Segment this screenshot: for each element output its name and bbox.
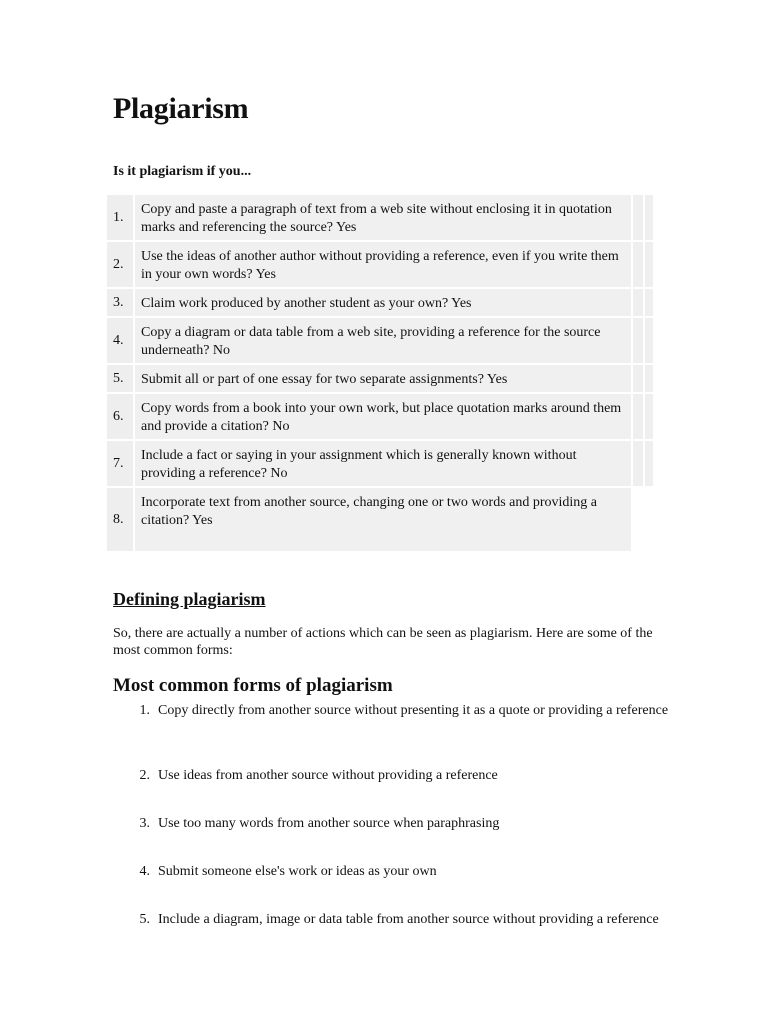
quiz-statement: Copy a diagram or data table from a web site, providing a reference for the source underneath? No: [135, 318, 631, 365]
quiz-number: 5.: [107, 365, 135, 394]
quiz-empty-cell: [643, 394, 653, 441]
quiz-table: [107, 195, 662, 553]
list-item-text: Use too many words from another source when paraphrasing: [158, 816, 500, 831]
quiz-row: [107, 394, 662, 441]
quiz-empty-cell: [631, 365, 643, 394]
quiz-row: [107, 289, 662, 318]
quiz-row: [107, 365, 662, 394]
list-item-text: Use ideas from another source without providing a reference: [158, 768, 498, 783]
quiz-number: 7.: [107, 441, 135, 488]
list-item-number: 2.: [139, 768, 150, 783]
quiz-statement: Incorporate text from another source, changing one or two words and providing a citation? Yes: [135, 488, 631, 553]
list-item-number: 4.: [139, 864, 150, 879]
quiz-statement: Include a fact or saying in your assignment which is generally known without providing a reference? No: [135, 441, 631, 488]
quiz-empty-cell: [641, 488, 649, 553]
list-item: [113, 911, 673, 928]
quiz-row: [107, 318, 662, 365]
quiz-empty-cell: [631, 289, 643, 318]
quiz-empty-cell: [631, 488, 641, 553]
quiz-number: 6.: [107, 394, 135, 441]
quiz-row: [107, 441, 662, 488]
quiz-empty-cell: [643, 365, 653, 394]
quiz-number: 1.: [107, 195, 135, 242]
list-item-text: Include a diagram, image or data table from another source without providing a reference: [158, 912, 659, 927]
quiz-row: [107, 242, 662, 289]
quiz-empty-cell: [631, 441, 643, 488]
quiz-row: [107, 488, 662, 553]
quiz-number: 8.: [107, 488, 135, 553]
quiz-empty-cell: [643, 242, 653, 289]
quiz-empty-cell: [631, 318, 643, 365]
list-item: [113, 767, 673, 784]
quiz-empty-cell: [631, 394, 643, 441]
list-item-number: 3.: [139, 816, 150, 831]
intro-question: Is it plagiarism if you...: [113, 164, 252, 179]
quiz-statement: Use the ideas of another author without providing a reference, even if you write them in your own words? Yes: [135, 242, 631, 289]
quiz-statement: Copy words from a book into your own work, but place quotation marks around them and provide a citation? No: [135, 394, 631, 441]
quiz-empty-cell: [643, 441, 653, 488]
quiz-number: 4.: [107, 318, 135, 365]
list-item-text: Submit someone else's work or ideas as your own: [158, 864, 437, 879]
section-paragraph: So, there are actually a number of actions which can be seen as plagiarism. Here are some of the most common forms:: [113, 626, 653, 658]
quiz-statement: Copy and paste a paragraph of text from a web site without enclosing it in quotation marks and referencing the source? Yes: [135, 195, 631, 242]
quiz-statement: Claim work produced by another student as your own? Yes: [135, 289, 631, 318]
quiz-empty-cell: [631, 195, 643, 242]
quiz-row: [107, 195, 662, 242]
quiz-empty-cell: [643, 195, 653, 242]
list-item-number: 1.: [139, 703, 150, 718]
page-title: Plagiarism: [113, 92, 249, 125]
quiz-empty-cell: [643, 289, 653, 318]
quiz-statement: Submit all or part of one essay for two separate assignments? Yes: [135, 365, 631, 394]
list-item-text: Copy directly from another source without presenting it as a quote or providing a reference: [158, 703, 669, 718]
list-item: [113, 815, 673, 832]
quiz-empty-cell: [643, 318, 653, 365]
forms-heading: Most common forms of plagiarism: [113, 675, 393, 696]
quiz-number: 2.: [107, 242, 135, 289]
list-item: [113, 702, 673, 719]
list-item-number: 5.: [139, 912, 150, 927]
quiz-number: 3.: [107, 289, 135, 318]
list-item: [113, 863, 673, 880]
section-heading: Defining plagiarism: [113, 589, 266, 609]
quiz-empty-cell: [631, 242, 643, 289]
